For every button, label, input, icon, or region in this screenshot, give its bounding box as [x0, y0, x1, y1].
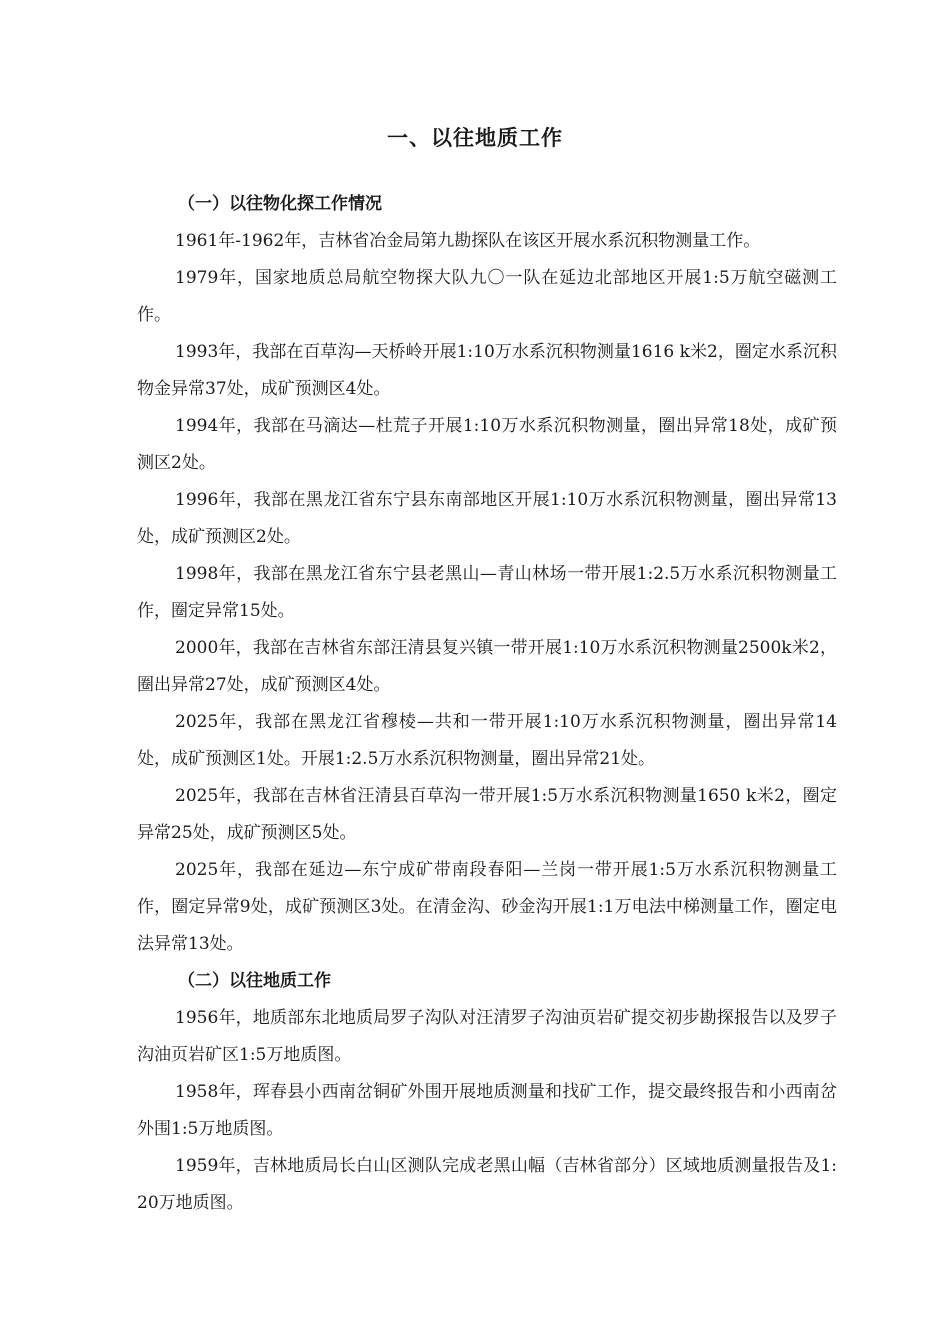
paragraph: 1996年，我部在黑龙江省东宁县东南部地区开展1:10万水系沉积物测量，圈出异常13处，成矿预测区2处。 [137, 490, 837, 547]
paragraph: 2000年，我部在吉林省东部汪清县复兴镇一带开展1:10万水系沉积物测量2500k米2，圈出异常27处，成矿预测区4处。 [137, 638, 837, 695]
document-body [137, 186, 837, 1222]
section-geological-work [137, 963, 837, 1222]
paragraph: 2025年，我部在吉林省汪清县百草沟一带开展1:5万水系沉积物测量1650 k米2，圈定异常25处，成矿预测区5处。 [137, 786, 837, 843]
paragraph: 2025年，我部在延边—东宁成矿带南段春阳—兰岗一带开展1:5万水系沉积物测量工作，圈定异常9处，成矿预测区3处。在清金沟、砂金沟开展1:1万电法中梯测量工作，圈定电法异常13处。 [137, 860, 837, 954]
section-heading: （二）以往地质工作 [178, 971, 331, 991]
paragraph: 1993年，我部在百草沟—天桥岭开展1:10万水系沉积物测量1616 k米2，圈定水系沉积物金异常37处，成矿预测区4处。 [137, 342, 837, 399]
section-geophysical-geochemical [137, 186, 837, 963]
paragraph: 1961年-1962年，吉林省冶金局第九勘探队在该区开展水系沉积物测量工作。 [175, 231, 761, 251]
paragraph: 1998年，我部在黑龙江省东宁县老黑山—青山林场一带开展1:2.5万水系沉积物测量工作，圈定异常15处。 [137, 564, 837, 621]
paragraph: 1959年，吉林地质局长白山区测队完成老黑山幅（吉林省部分）区域地质测量报告及1:20万地质图。 [137, 1156, 837, 1213]
paragraph: 1979年，国家地质总局航空物探大队九〇一队在延边北部地区开展1:5万航空磁测工作。 [137, 268, 837, 325]
paragraph: 1956年，地质部东北地质局罗子沟队对汪清罗子沟油页岩矿提交初步勘探报告以及罗子沟油页岩矿区1:5万地质图。 [137, 1008, 837, 1065]
section-heading: （一）以往物化探工作情况 [178, 194, 382, 214]
paragraph: 1994年，我部在马滴达—杜荒子开展1:10万水系沉积物测量，圈出异常18处，成矿预测区2处。 [137, 416, 837, 473]
paragraph: 1958年，珲春县小西南岔铜矿外围开展地质测量和找矿工作，提交最终报告和小西南岔外围1:5万地质图。 [137, 1082, 837, 1139]
paragraph: 2025年，我部在黑龙江省穆棱—共和一带开展1:10万水系沉积物测量，圈出异常14处，成矿预测区1处。开展1:2.5万水系沉积物测量，圈出异常21处。 [137, 712, 837, 769]
document-title: 一、以往地质工作 [387, 126, 563, 150]
